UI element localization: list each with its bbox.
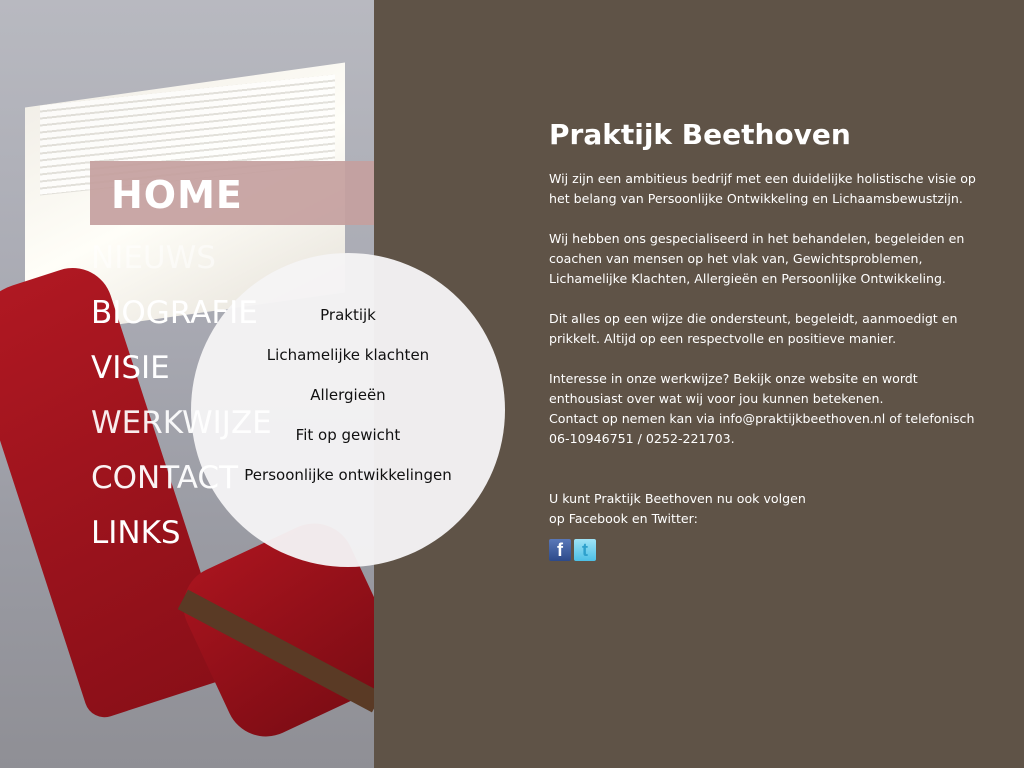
intro-paragraph: Wij zijn een ambitieus bedrijf met een duidelijke holistische visie op het belang van Persoonlijke Ontwikkeling en Lichaamsbewustzijn. [549,171,976,206]
follow-text-2: op Facebook en Twitter: [549,511,698,526]
follow-text: U kunt Praktijk Beethoven nu ook volgen [549,491,806,506]
contact-text: Contact op nemen kan via info@praktijkbeethoven.nl of telefonisch 06-10946751 / 0252-221703. [549,411,975,446]
nav-werkwijze[interactable]: WERKWIJZE [91,405,272,441]
twitter-icon[interactable]: t [574,539,596,561]
nav-biografie[interactable]: BIOGRAFIE [91,295,258,331]
facebook-icon[interactable]: f [549,539,571,561]
approach-paragraph: Dit alles op een wijze die ondersteunt, begeleidt, aanmoedigt en prikkelt. Altijd op een respectvolle en positieve manier. [549,311,958,346]
nav-contact[interactable]: CONTACT [91,460,239,496]
contact-paragraph [549,369,979,449]
submenu-praktijk[interactable]: Praktijk [320,306,376,324]
specialization-paragraph: Wij hebben ons gespecialiseerd in het behandelen, begeleiden en coachen van mensen op het vlak van, Gewichtsproblemen, Lichamelijke Klachten, Allergieën en Persoonlijke Ontwikkeling. [549,231,965,286]
submenu-allergieen[interactable]: Allergieën [310,386,386,404]
submenu-fit-op-gewicht[interactable]: Fit op gewicht [295,426,401,444]
submenu-lichamelijke-klachten[interactable]: Lichamelijke klachten [266,346,430,364]
follow-paragraph [549,489,979,529]
nav-visie[interactable]: VISIE [91,350,170,386]
nav-nieuws[interactable]: NIEUWS [91,240,216,276]
nav-links[interactable]: LINKS [91,515,181,551]
interest-text: Interesse in onze werkwijze? Bekijk onze website en wordt enthousiast over wat wij voor jou kunnen betekenen. [549,371,918,406]
main-content [549,118,979,561]
nav-home[interactable]: HOME [111,173,243,217]
page-title: Praktijk Beethoven [549,118,851,151]
submenu-persoonlijke-ontwikkelingen[interactable]: Persoonlijke ontwikkelingen [244,466,452,484]
social-links [549,539,979,561]
